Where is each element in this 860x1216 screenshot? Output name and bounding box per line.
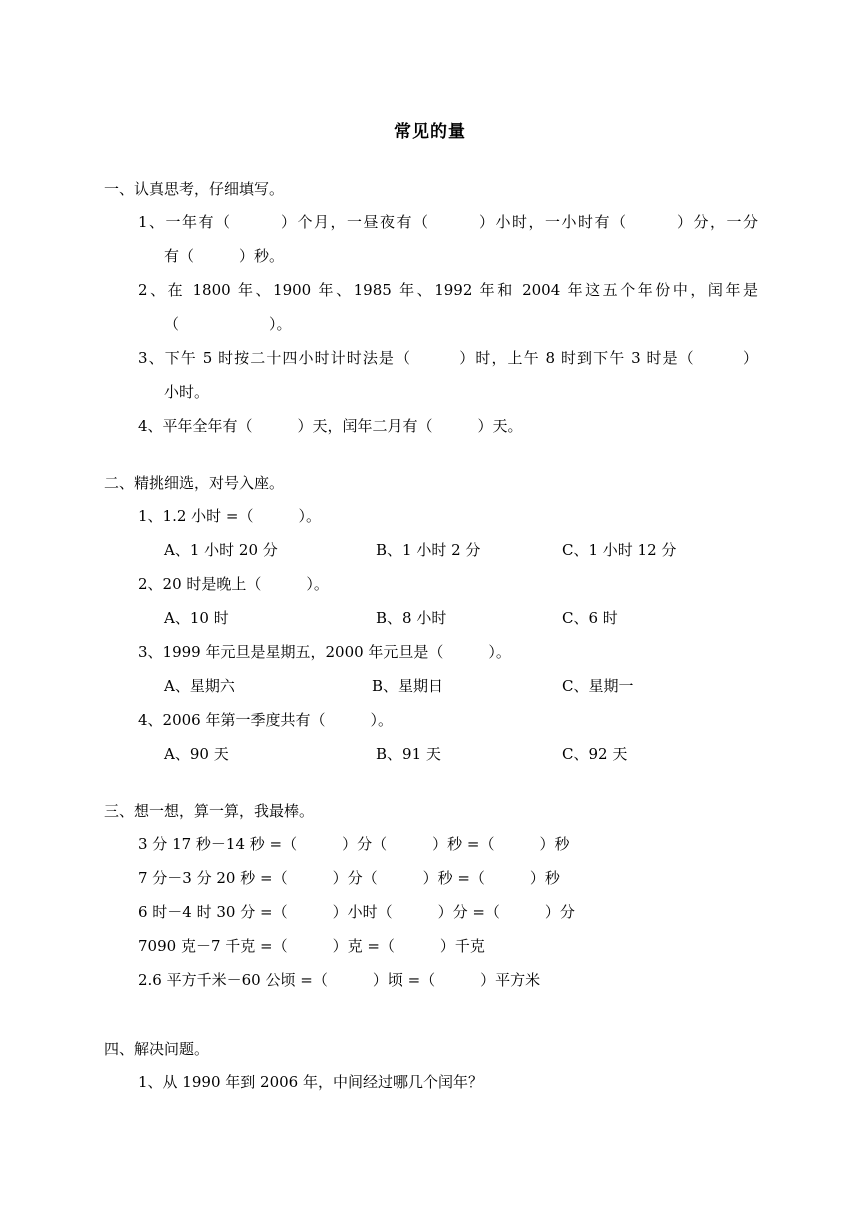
- s2-q2-option-c: C、6 时: [562, 609, 618, 627]
- s2-q1-stem: 1、1.2 小时 =（ ）。: [138, 507, 322, 525]
- section-4-heading: 四、解决问题。: [104, 1040, 210, 1058]
- s2-q3-stem: 3、1999 年元旦是星期五，2000 年元旦是（ ）。: [138, 643, 511, 661]
- s2-q1-option-c: C、1 小时 12 分: [562, 541, 677, 559]
- s1-q1-line2: 有（ ）秒。: [164, 247, 285, 265]
- s3-item-2: 7 分－3 分 20 秒 =（ ）分（ ）秒 =（ ）秒: [138, 869, 560, 887]
- s2-q2-option-a: A、10 时: [164, 609, 229, 627]
- s1-q2-line1: 2、在 1800 年、1900 年、1985 年、1992 年和 2004 年这五个年份中，闰年是: [138, 281, 758, 299]
- s2-q3-option-b: B、星期日: [372, 677, 444, 695]
- s2-q4-option-c: C、92 天: [562, 745, 628, 763]
- s2-q1-option-b: B、1 小时 2 分: [376, 541, 481, 559]
- s1-q1-line1: 1、一年有（ ）个月，一昼夜有（ ）小时，一小时有（ ）分，一分: [138, 213, 758, 231]
- s2-q3-option-c: C、星期一: [562, 677, 634, 695]
- s2-q1-option-a: A、1 小时 20 分: [164, 541, 278, 559]
- section-2-heading: 二、精挑细选，对号入座。: [104, 474, 285, 492]
- s2-q2-stem: 2、20 时是晚上（ ）。: [138, 575, 329, 593]
- s1-q3-line1: 3、下午 5 时按二十四小时计时法是（ ）时，上午 8 时到下午 3 时是（ ）: [138, 349, 758, 367]
- s1-q4: 4、平年全年有（ ）天，闰年二月有（ ）天。: [138, 417, 523, 435]
- s4-q1: 1、从 1990 年到 2006 年，中间经过哪几个闰年？: [138, 1073, 483, 1091]
- s3-item-1: 3 分 17 秒－14 秒 =（ ）分（ ）秒 =（ ）秒: [138, 835, 570, 853]
- section-1-heading: 一、认真思考，仔细填写。: [104, 180, 285, 198]
- s2-q2-option-b: B、8 小时: [376, 609, 447, 627]
- s1-q2-line2: （ ）。: [164, 315, 292, 333]
- s2-q4-option-a: A、90 天: [164, 745, 229, 763]
- s2-q3-option-a: A、星期六: [164, 677, 235, 695]
- s1-q3-line2: 小时。: [164, 383, 210, 401]
- s3-item-4: 7090 克－7 千克 =（ ）克 =（ ）千克: [138, 937, 485, 955]
- s2-q4-stem: 4、2006 年第一季度共有（ ）。: [138, 711, 393, 729]
- page-title: 常见的量: [394, 122, 466, 142]
- section-3-heading: 三、想一想，算一算，我最棒。: [104, 802, 315, 820]
- s3-item-5: 2.6 平方千米－60 公顷 =（ ）顷 =（ ）平方米: [138, 971, 541, 989]
- s2-q4-option-b: B、91 天: [376, 745, 441, 763]
- s3-item-3: 6 时－4 时 30 分 =（ ）小时（ ）分 =（ ）分: [138, 903, 575, 921]
